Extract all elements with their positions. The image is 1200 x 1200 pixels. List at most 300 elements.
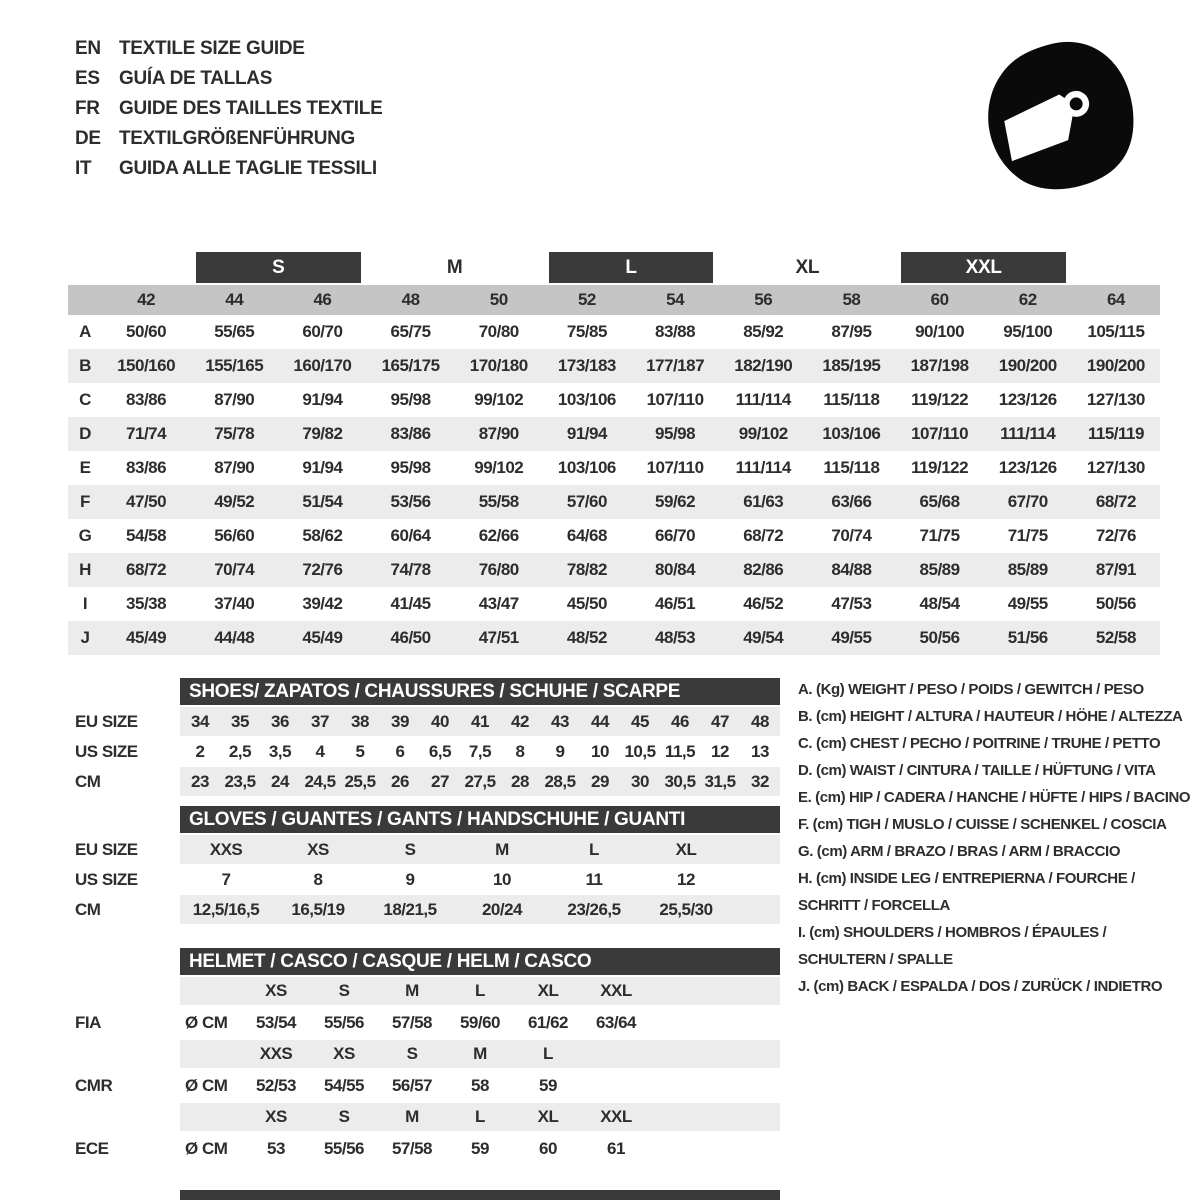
language-label: TEXTILE SIZE GUIDE [119,38,305,59]
measurement-value: 45/49 [126,628,167,647]
helmet-value: 52/53 [255,1075,297,1095]
shoes-value: 24,5 [304,771,336,791]
measurement-value: 57/60 [566,492,607,511]
shoes-value: 10 [591,741,609,761]
measurement-value: 49/54 [743,628,784,647]
helmet-ece-row [68,1132,780,1165]
measurement-row-e [68,451,1160,485]
measurement-value: 87/90 [214,458,255,477]
measurement-value: 50/56 [1095,594,1136,613]
measurement-value: 39/42 [302,594,343,613]
language-label: GUIDE DES TAILLES TEXTILE [119,98,383,119]
measurement-value: 190/200 [998,356,1057,375]
language-list [75,34,382,184]
gloves-rows [68,835,780,924]
measurement-value: 119/122 [911,458,969,477]
shoes-value: 26 [391,771,409,791]
helmet-size: S [338,1107,350,1126]
measurement-value: 95/98 [655,424,696,443]
gloves-value: 23/26,5 [567,899,621,919]
measurement-value: 150/160 [117,356,176,375]
measurement-value: 35/38 [126,594,167,613]
measurement-value: 50/56 [919,628,960,647]
size-number: 62 [1018,290,1037,309]
size-number: 58 [842,290,861,309]
shoes-value: 35 [231,711,249,731]
measurement-value: 90/100 [915,322,965,341]
unit-label: Ø CM [185,1138,228,1158]
row-letter: D [79,424,91,443]
legend-line: D. (cm) WAIST / CINTURA / TAILLE / HÜFTUNG / VITA [798,762,1156,779]
row-letter: H [79,560,91,579]
measurement-value: 65/75 [390,322,431,341]
measurement-value: 83/88 [655,322,696,341]
gloves-value: 12 [677,869,695,889]
shoes-value: 32 [751,771,769,791]
measurement-value: 54/58 [126,526,167,545]
helmet-size: XS [333,1044,355,1063]
helmet-values [180,1069,780,1102]
shoes-value: 47 [711,711,729,731]
legend-line: H. (cm) INSIDE LEG / ENTREPIERNA / FOURCHE / [798,870,1135,887]
gloves-row-us-size [68,865,780,894]
measurement-value: 59/62 [655,492,696,511]
gloves-title: GLOVES / GUANTES / GANTS / HANDSCHUHE / GUANTI [180,806,780,833]
language-code: IT [75,158,92,179]
measurement-value: 87/90 [214,390,255,409]
size-group-l: L [549,252,713,283]
row-letter: G [78,526,92,545]
shoes-title: SHOES/ ZAPATOS / CHAUSSURES / SCHUHE / SCARPE [180,678,780,705]
standard-label: ECE [75,1138,109,1158]
language-row [75,124,382,154]
measurement-value: 87/95 [831,322,872,341]
gloves-value: 20/24 [481,899,523,919]
gloves-row-cm [68,895,780,924]
helmet-value: 55/56 [323,1012,365,1032]
legend-line: I. (cm) SHOULDERS / HOMBROS / ÉPAULES / [798,924,1107,941]
measurement-value: 60/70 [302,322,343,341]
row-label [68,977,180,1005]
unit-label: Ø CM [185,1075,228,1095]
shoes-value: 4 [315,741,325,761]
helmet-size: L [475,981,485,1000]
measurement-value: 95/98 [390,390,431,409]
cutoff-next-section-bar [180,1190,780,1200]
measurement-value: 185/195 [822,356,881,375]
helmet-size: XL [537,1107,559,1126]
row-label: US SIZE [75,741,138,761]
measurement-value: 115/118 [823,390,880,409]
size-number: 42 [137,290,156,309]
measurement-value: 87/91 [1095,560,1136,579]
measurement-value: 51/54 [302,492,343,511]
measurement-value: 47/53 [831,594,872,613]
measurement-value: 87/90 [478,424,519,443]
legend-line: C. (cm) CHEST / PECHO / POITRINE / TRUHE / PETTO [798,735,1161,752]
gloves-value: 16,5/19 [291,899,345,919]
measurement-value: 58/62 [302,526,343,545]
measurement-value: 46/51 [655,594,696,613]
shoes-value: 2,5 [228,741,252,761]
shoes-values [180,707,780,736]
row-label: CM [75,771,101,791]
measurement-value: 103/106 [822,424,881,443]
measurement-rows [68,315,1160,655]
helmet-value: 61/62 [527,1012,569,1032]
helmet-sizes-row [68,977,780,1005]
measurement-value: 65/68 [919,492,960,511]
legend-line: E. (cm) HIP / CADERA / HANCHE / HÜFTE / HIPS / BACINO [798,789,1191,806]
measurement-value: 72/76 [1095,526,1136,545]
shoes-value: 44 [591,711,609,731]
helmet-sizes [180,977,780,1005]
unit-spacer [180,1103,242,1131]
shoes-value: 38 [351,711,369,731]
measurement-value: 91/94 [566,424,607,443]
gloves-value: 11 [585,869,603,889]
shoes-value: 7,5 [468,741,492,761]
helmet-size: XS [265,981,287,1000]
helmet-fia-row [68,1006,780,1039]
measurement-value: 119/122 [911,390,969,409]
size-group-m: M [446,256,463,278]
measurement-value: 56/60 [214,526,255,545]
helmet-size: L [543,1044,553,1063]
measurement-value: 68/72 [126,560,167,579]
shoes-value: 6,5 [428,741,452,761]
measurement-value: 85/89 [1007,560,1048,579]
gloves-value: 25,5/30 [659,899,713,919]
shoes-value: 13 [751,741,769,761]
shoes-value: 42 [511,711,529,731]
legend-line: F. (cm) TIGH / MUSLO / CUISSE / SCHENKEL / COSCIA [798,816,1167,833]
gloves-value: M [495,839,509,859]
shoes-value: 28 [511,771,529,791]
shoes-value: 40 [431,711,449,731]
helmet-sizes-row [68,1040,780,1068]
measurement-value: 51/56 [1007,628,1048,647]
measurement-value: 95/98 [390,458,431,477]
row-letter: A [79,322,91,341]
measurement-value: 49/55 [1007,594,1048,613]
racing-helmet-icon [978,28,1140,200]
measurement-value: 45/50 [566,594,607,613]
measurement-value: 99/102 [474,458,524,477]
measurement-value: 53/56 [390,492,431,511]
gloves-values [180,835,780,864]
language-row [75,34,382,64]
size-number: 60 [930,290,949,309]
measurement-row-j [68,621,1160,655]
measurement-value: 63/66 [831,492,872,511]
helmet-size: M [473,1044,487,1063]
language-row [75,64,382,94]
shoes-value: 5 [355,741,365,761]
row-letter: J [80,628,90,647]
shoes-value: 8 [515,741,525,761]
helmet-value: 56/57 [391,1075,433,1095]
shoes-value: 45 [631,711,649,731]
measurement-value: 45/49 [302,628,343,647]
language-label: TEXTILGRÖßENFÜHRUNG [119,128,356,149]
shoes-value: 37 [311,711,329,731]
measurement-value: 37/40 [214,594,255,613]
measurement-value: 44/48 [214,628,255,647]
helmet-value: 53/54 [255,1012,297,1032]
measurement-value: 99/102 [738,424,788,443]
helmet-value: 60 [539,1138,557,1158]
helmet-values [180,1132,780,1165]
measurement-value: 83/86 [126,390,167,409]
measurement-value: 190/200 [1086,356,1145,375]
row-label: US SIZE [75,869,138,889]
row-letter: E [79,458,91,477]
shoes-value: 39 [391,711,409,731]
measurement-value: 91/94 [302,390,343,409]
measurement-value: 123/126 [998,390,1057,409]
standard-label: CMR [75,1075,113,1095]
helmet-size: XXS [259,1044,293,1063]
legend-line: A. (Kg) WEIGHT / PESO / POIDS / GEWITCH / PESO [798,681,1144,698]
legend [798,676,1196,1000]
measurement-value: 111/114 [735,458,791,477]
helmet-size: XL [537,981,559,1000]
gloves-value: XS [307,839,329,859]
measurement-value: 48/53 [655,628,696,647]
measurement-row-b [68,349,1160,383]
gloves-value: 12,5/16,5 [192,899,260,919]
size-number: 52 [577,290,596,309]
row-label: EU SIZE [75,711,138,731]
measurement-row-c [68,383,1160,417]
language-label: GUÍA DE TALLAS [119,68,273,89]
measurement-value: 107/110 [911,424,969,443]
size-number: 44 [225,290,244,309]
measurement-value: 82/86 [743,560,784,579]
measurement-value: 60/64 [390,526,431,545]
measurement-value: 91/94 [302,458,343,477]
size-number-row [68,285,1160,315]
shoes-value: 25,5 [344,771,376,791]
measurement-value: 50/60 [126,322,167,341]
helmet-value: 55/56 [323,1138,365,1158]
measurement-value: 71/75 [1007,526,1048,545]
measurement-value: 160/170 [293,356,352,375]
measurement-value: 49/52 [214,492,255,511]
shoes-value: 11,5 [664,741,696,761]
measurement-value: 48/52 [566,628,607,647]
row-label: EU SIZE [75,839,138,859]
shoes-value: 27 [431,771,449,791]
shoes-value: 48 [751,711,769,731]
shoes-value: 12 [711,741,729,761]
language-code: ES [75,68,100,89]
legend-line: SCHULTERN / SPALLE [798,951,953,968]
unit-label: Ø CM [185,1012,228,1032]
helmet-size: M [405,981,419,1000]
size-number: 64 [1106,290,1125,309]
language-row [75,94,382,124]
helmet-cmr-row [68,1069,780,1102]
helmet-size: XXL [600,1107,632,1126]
helmet-value: 57/58 [391,1012,433,1032]
gloves-value: L [589,839,599,859]
row-label [68,1103,180,1131]
measurement-value: 95/100 [1003,322,1053,341]
measurement-value: 74/78 [390,560,431,579]
measurement-value: 103/106 [557,458,616,477]
measurement-value: 43/47 [478,594,519,613]
size-number: 46 [313,290,332,309]
shoes-value: 41 [471,711,489,731]
measurement-value: 182/190 [734,356,793,375]
helmet-rows [68,977,780,1165]
language-code: FR [75,98,100,119]
measurement-row-d [68,417,1160,451]
measurement-value: 72/76 [302,560,343,579]
shoes-value: 23,5 [224,771,256,791]
helmet-value: 53 [267,1138,285,1158]
shoes-rows [68,707,780,796]
size-number: 54 [666,290,685,309]
measurement-value: 55/58 [478,492,519,511]
legend-line: B. (cm) HEIGHT / ALTURA / HAUTEUR / HÖHE / ALTEZZA [798,708,1183,725]
measurement-row-a [68,315,1160,349]
shoes-values [180,767,780,796]
measurement-value: 155/165 [205,356,264,375]
measurement-value: 85/92 [743,322,784,341]
measurement-value: 115/118 [823,458,880,477]
helmet-value: 59 [539,1075,557,1095]
language-code: DE [75,128,101,149]
measurement-value: 105/115 [1087,322,1145,341]
measurement-value: 187/198 [910,356,969,375]
measurement-value: 75/78 [214,424,255,443]
helmet-value: 58 [471,1075,489,1095]
gloves-value: 7 [221,869,231,889]
helmet-value: 61 [607,1138,625,1158]
legend-line: G. (cm) ARM / BRAZO / BRAS / ARM / BRACCIO [798,843,1121,860]
language-code: EN [75,38,101,59]
shoes-row-eu-size [68,707,780,736]
helmet-size: S [406,1044,418,1063]
measurement-value: 170/180 [469,356,528,375]
shoes-row-us-size [68,737,780,766]
legend-line: J. (cm) BACK / ESPALDA / DOS / ZURÜCK / INDIETRO [798,978,1163,995]
measurement-value: 111/114 [1000,424,1056,443]
shoes-value: 34 [191,711,209,731]
shoes-value: 6 [395,741,405,761]
helmet-value: 57/58 [391,1138,433,1158]
shoes-value: 24 [271,771,289,791]
helmet-sizes [180,1040,780,1068]
helmet-size: XS [265,1107,287,1126]
measurement-value: 127/130 [1086,390,1145,409]
main-size-table [68,252,1160,655]
shoes-value: 27,5 [464,771,496,791]
measurement-value: 85/89 [919,560,960,579]
measurement-value: 47/51 [478,628,519,647]
shoes-value: 46 [671,711,689,731]
row-label [68,1040,180,1068]
measurement-value: 67/70 [1007,492,1048,511]
measurement-value: 70/74 [214,560,255,579]
measurement-value: 70/80 [478,322,519,341]
measurement-value: 103/106 [557,390,616,409]
size-number: 48 [401,290,420,309]
shoes-value: 36 [271,711,289,731]
measurement-value: 123/126 [998,458,1057,477]
helmet-value: 54/55 [323,1075,365,1095]
measurement-value: 83/86 [126,458,167,477]
row-letter: I [82,594,88,613]
size-number: 56 [754,290,773,309]
measurement-value: 75/85 [566,322,607,341]
measurement-value: 115/119 [1087,424,1144,443]
row-letter: B [79,356,91,375]
size-group-xxl: XXL [901,252,1065,283]
measurement-value: 47/50 [126,492,167,511]
measurement-value: 62/66 [478,526,519,545]
measurement-value: 48/54 [919,594,960,613]
helmet-size: M [405,1107,419,1126]
gloves-value: 18/21,5 [383,899,437,919]
measurement-value: 107/110 [646,458,704,477]
size-number: 50 [489,290,508,309]
helmet-value: 59 [471,1138,489,1158]
row-label: CM [75,899,101,919]
helmet-title: HELMET / CASCO / CASQUE / HELM / CASCO [180,948,780,975]
language-row [75,154,382,184]
shoes-value: 2 [195,741,205,761]
measurement-row-h [68,553,1160,587]
gloves-values [180,865,780,894]
shoes-value: 30,5 [664,771,696,791]
shoes-value: 10,5 [624,741,656,761]
gloves-row-eu-size [68,835,780,864]
gloves-table [68,806,780,925]
size-group-s: S [196,252,360,283]
gloves-value: 10 [493,869,511,889]
measurement-value: 71/74 [126,424,167,443]
shoes-value: 43 [551,711,569,731]
measurement-row-i [68,587,1160,621]
shoes-value: 9 [555,741,565,761]
measurement-value: 83/86 [390,424,431,443]
gloves-value: 9 [405,869,415,889]
shoes-value: 23 [191,771,209,791]
language-label: GUIDA ALLE TAGLIE TESSILI [119,158,377,179]
gloves-values [180,895,780,924]
measurement-value: 79/82 [302,424,343,443]
shoes-value: 28,5 [544,771,576,791]
helmet-table [68,948,780,1166]
helmet-size: S [338,981,350,1000]
legend-line: SCHRITT / FORCELLA [798,897,950,914]
measurement-value: 84/88 [831,560,872,579]
measurement-value: 99/102 [474,390,524,409]
shoes-value: 31,5 [704,771,736,791]
measurement-row-g [68,519,1160,553]
measurement-value: 49/55 [831,628,872,647]
size-group-row [68,252,1160,283]
standard-label: FIA [75,1012,101,1032]
measurement-value: 66/70 [655,526,696,545]
gloves-value: 8 [313,869,323,889]
corner-cell [68,285,102,315]
measurement-value: 68/72 [743,526,784,545]
